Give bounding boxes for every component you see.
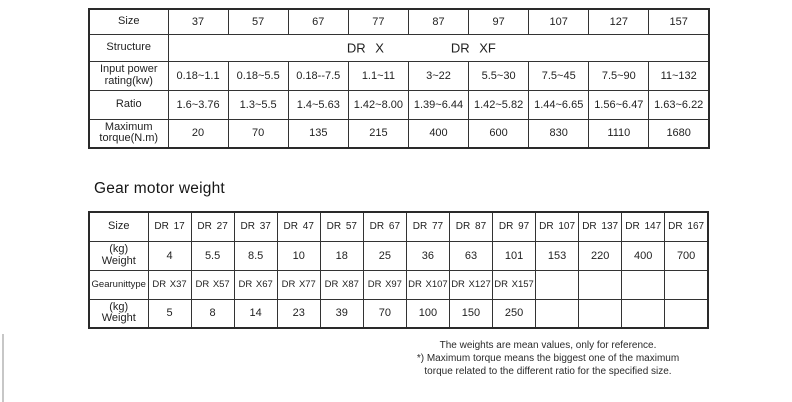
- gear-unit-type-cell: DR X107: [406, 270, 449, 299]
- ratio-cell: 1.44~6.65: [529, 90, 589, 119]
- input-power-row-label: [89, 61, 168, 90]
- gear-unit-weight-cell: 14: [234, 299, 277, 328]
- motor-weight-cell: 5.5: [191, 241, 234, 270]
- input-power-cell: 0.18~5.5: [228, 61, 288, 90]
- motor-weight-row: [89, 241, 708, 270]
- gear-unit-type-cell: DR X87: [320, 270, 363, 299]
- motor-size-cell: DR 57: [320, 212, 363, 241]
- motor-weight-cell: 4: [148, 241, 191, 270]
- size-cell: 97: [469, 9, 529, 34]
- footnote-line1: The weights are mean values, only for reference.: [439, 340, 657, 351]
- max-torque-row: [89, 119, 709, 148]
- structure-row: [89, 34, 709, 61]
- ratio-cell: 1.39~6.44: [408, 90, 468, 119]
- input-power-label-line1: Input power: [100, 63, 158, 75]
- gear-unit-type-cell: DR X77: [277, 270, 320, 299]
- size-cell: 37: [168, 9, 228, 34]
- motor-weight-cell: 220: [579, 241, 622, 270]
- scan-edge-artifact: [2, 334, 4, 402]
- size-cell: 77: [348, 9, 408, 34]
- motor-size-cell: DR 27: [191, 212, 234, 241]
- max-torque-cell: 215: [348, 119, 408, 148]
- ratio-row: [89, 90, 709, 119]
- motor-size-cell: DR 67: [363, 212, 406, 241]
- footnote-line3: torque related to the different ratio for the specified size.: [424, 365, 672, 377]
- input-power-cell: 3~22: [408, 61, 468, 90]
- motor-size-row: [89, 212, 708, 241]
- gear-unit-type-row-label: Gearunittype: [89, 270, 148, 299]
- gear-unit-weight-cell: 23: [277, 299, 320, 328]
- gear-unit-weight-cell: 5: [148, 299, 191, 328]
- gear-unit-weight-label-line1: (kg): [109, 300, 129, 313]
- footnote-line2: *) Maximum torque means the biggest one of the maximum: [416, 352, 680, 364]
- motor-weight-cell: 63: [449, 241, 492, 270]
- gear-unit-spec-table: [88, 8, 710, 149]
- gear-unit-type-cell: [579, 270, 622, 299]
- ratio-row-label: Ratio: [89, 90, 168, 119]
- gear-unit-type-cell: DR X57: [191, 270, 234, 299]
- size-cell: 157: [649, 9, 709, 34]
- motor-size-cell: DR 97: [493, 212, 536, 241]
- max-torque-cell: 1110: [589, 119, 649, 148]
- gear-unit-weight-cell: 150: [449, 299, 492, 328]
- motor-weight-cell: 25: [363, 241, 406, 270]
- gear-unit-type-cell: [665, 270, 708, 299]
- motor-size-cell: DR 107: [536, 212, 579, 241]
- size-cell: 127: [589, 9, 649, 34]
- gear-unit-weight-row: [89, 299, 708, 328]
- max-torque-cell: 830: [529, 119, 589, 148]
- gear-unit-type-cell: DR X37: [148, 270, 191, 299]
- ratio-cell: 1.42~5.82: [469, 90, 529, 119]
- gear-motor-weight-heading: Gear motor weight: [94, 180, 225, 197]
- motor-weight-cell: 36: [406, 241, 449, 270]
- input-power-label-line2: rating(kw): [104, 74, 153, 87]
- motor-size-cell: DR 147: [622, 212, 665, 241]
- size-cell: 57: [228, 9, 288, 34]
- ratio-cell: 1.3~5.5: [228, 90, 288, 119]
- motor-weight-cell: 101: [493, 241, 536, 270]
- input-power-cell: 0.18~1.1: [168, 61, 228, 90]
- max-torque-cell: 600: [469, 119, 529, 148]
- gear-unit-type-row: [89, 270, 708, 299]
- motor-weight-cell: 700: [665, 241, 708, 270]
- gear-unit-weight-label-line2: Weight: [101, 312, 136, 325]
- gear-unit-weight-cell: [536, 299, 579, 328]
- size-cell: 67: [288, 9, 348, 34]
- motor-weight-label-line1: (kg): [109, 243, 129, 255]
- gear-motor-weight-table: [88, 211, 709, 329]
- gear-unit-type-cell: DR X127: [449, 270, 492, 299]
- motor-weight-cell: 8.5: [234, 241, 277, 270]
- footnotes: [378, 340, 718, 378]
- motor-size-cell: DR 17: [148, 212, 191, 241]
- max-torque-label-line1: Maximum: [104, 120, 153, 133]
- input-power-cell: 0.18--7.5: [288, 61, 348, 90]
- structure-drx-value: DR X: [346, 40, 384, 55]
- motor-weight-cell: 153: [536, 241, 579, 270]
- gear-unit-weight-cell: 8: [191, 299, 234, 328]
- gear-unit-weight-cell: 39: [320, 299, 363, 328]
- size-cell: 87: [408, 9, 468, 34]
- size-cell: 107: [529, 9, 589, 34]
- gear-unit-weight-cell: 250: [493, 299, 536, 328]
- motor-size-cell: DR 137: [579, 212, 622, 241]
- gear-unit-type-cell: DR X67: [234, 270, 277, 299]
- size-row: [89, 9, 709, 34]
- gear-unit-weight-cell: 70: [363, 299, 406, 328]
- gear-unit-weight-cell: 100: [406, 299, 449, 328]
- motor-weight-row-label: [89, 241, 148, 270]
- gear-unit-weight-row-label: [89, 299, 148, 328]
- input-power-cell: 11~132: [649, 61, 709, 90]
- motor-size-cell: DR 47: [277, 212, 320, 241]
- ratio-cell: 1.6~3.76: [168, 90, 228, 119]
- structure-row-label: Structure: [89, 34, 168, 61]
- motor-weight-cell: 18: [320, 241, 363, 270]
- input-power-cell: 7.5~45: [529, 61, 589, 90]
- motor-size-cell: DR 37: [234, 212, 277, 241]
- gear-unit-weight-cell: [665, 299, 708, 328]
- max-torque-cell: 70: [228, 119, 288, 148]
- max-torque-row-label: [89, 119, 168, 148]
- input-power-cell: 1.1~11: [348, 61, 408, 90]
- gear-unit-weight-cell: [622, 299, 665, 328]
- structure-drxf-value: DR XF: [450, 40, 496, 55]
- size-row-label: Size: [89, 9, 168, 34]
- motor-size-cell: DR 167: [665, 212, 708, 241]
- structure-merged-cell: [168, 34, 709, 61]
- ratio-cell: 1.4~5.63: [288, 90, 348, 119]
- ratio-cell: 1.63~6.22: [649, 90, 709, 119]
- gear-unit-type-cell: [622, 270, 665, 299]
- motor-weight-label-line2: Weight: [101, 254, 136, 267]
- ratio-cell: 1.42~8.00: [348, 90, 408, 119]
- max-torque-cell: 20: [168, 119, 228, 148]
- max-torque-label-line2: torque(N.m): [99, 132, 159, 145]
- input-power-row: [89, 61, 709, 90]
- max-torque-cell: 135: [288, 119, 348, 148]
- gear-unit-type-cell: DR X157: [493, 270, 536, 299]
- motor-weight-cell: 400: [622, 241, 665, 270]
- gear-unit-weight-cell: [579, 299, 622, 328]
- ratio-cell: 1.56~6.47: [589, 90, 649, 119]
- motor-size-row-label: Size: [89, 212, 148, 241]
- gear-unit-type-cell: DR X97: [363, 270, 406, 299]
- gear-unit-type-cell: [536, 270, 579, 299]
- max-torque-cell: 400: [408, 119, 468, 148]
- max-torque-cell: 1680: [649, 119, 709, 148]
- input-power-cell: 5.5~30: [469, 61, 529, 90]
- motor-size-cell: DR 87: [449, 212, 492, 241]
- input-power-cell: 7.5~90: [589, 61, 649, 90]
- motor-size-cell: DR 77: [406, 212, 449, 241]
- motor-weight-cell: 10: [277, 241, 320, 270]
